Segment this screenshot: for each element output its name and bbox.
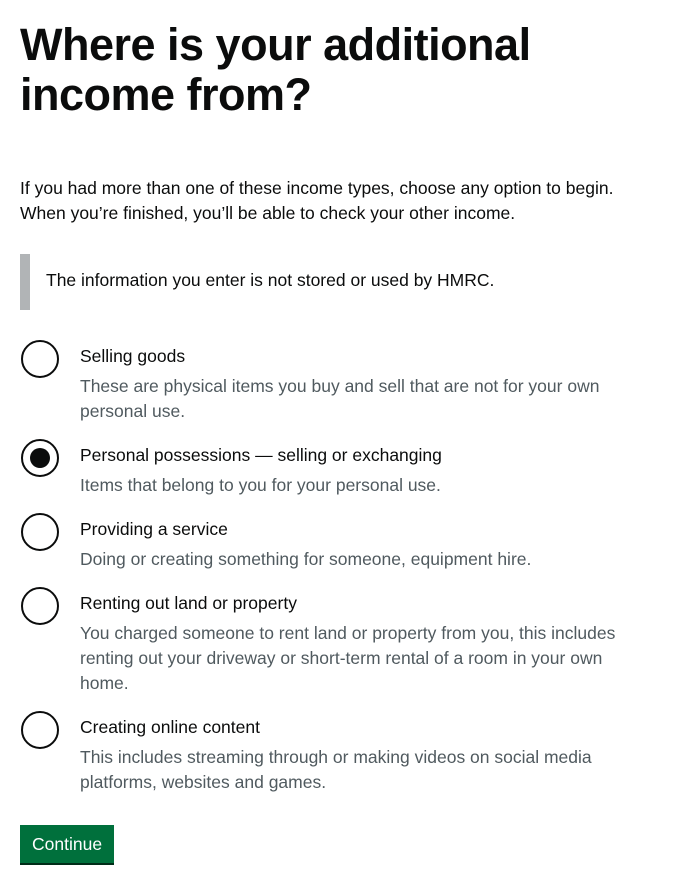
radio-label[interactable]: Selling goods	[80, 346, 186, 366]
radio-option-personal-possessions	[20, 439, 660, 513]
radio-label[interactable]: Providing a service	[80, 519, 228, 539]
radio-option-selling-goods	[20, 340, 660, 439]
radio-hint: Doing or creating something for someone, equipment hire.	[80, 549, 532, 569]
radio-option-online-content	[20, 711, 660, 810]
radio-button[interactable]	[21, 711, 59, 749]
radio-label[interactable]: Renting out land or property	[80, 593, 297, 613]
radio-button[interactable]	[21, 587, 59, 625]
intro-text: If you had more than one of these income types, choose any option to begin. When you’re finished, you’ll be able to check your other income.	[20, 178, 614, 223]
radio-label[interactable]: Personal possessions — selling or exchanging	[80, 445, 442, 465]
inset-text	[20, 254, 660, 310]
income-source-radios	[20, 340, 660, 810]
radio-button[interactable]	[21, 439, 59, 477]
radio-option-renting-property	[20, 587, 660, 711]
inset-message: The information you enter is not stored or used by HMRC.	[46, 270, 495, 290]
page-title: Where is your additional income from?	[20, 19, 531, 120]
radio-label[interactable]: Creating online content	[80, 717, 260, 737]
radio-option-providing-service	[20, 513, 660, 587]
page-content	[20, 0, 660, 810]
radio-hint: You charged someone to rent land or property from you, this includes renting out your driveway or short-term rental of a room in your own home.	[80, 623, 616, 693]
radio-hint: Items that belong to you for your personal use.	[80, 475, 441, 495]
radio-button[interactable]	[21, 340, 59, 378]
radio-button[interactable]	[21, 513, 59, 551]
radio-hint: This includes streaming through or making videos on social media platforms, websites and games.	[80, 747, 592, 792]
continue-button[interactable]: Continue	[20, 825, 114, 863]
radio-hint: These are physical items you buy and sell that are not for your own personal use.	[80, 376, 600, 421]
